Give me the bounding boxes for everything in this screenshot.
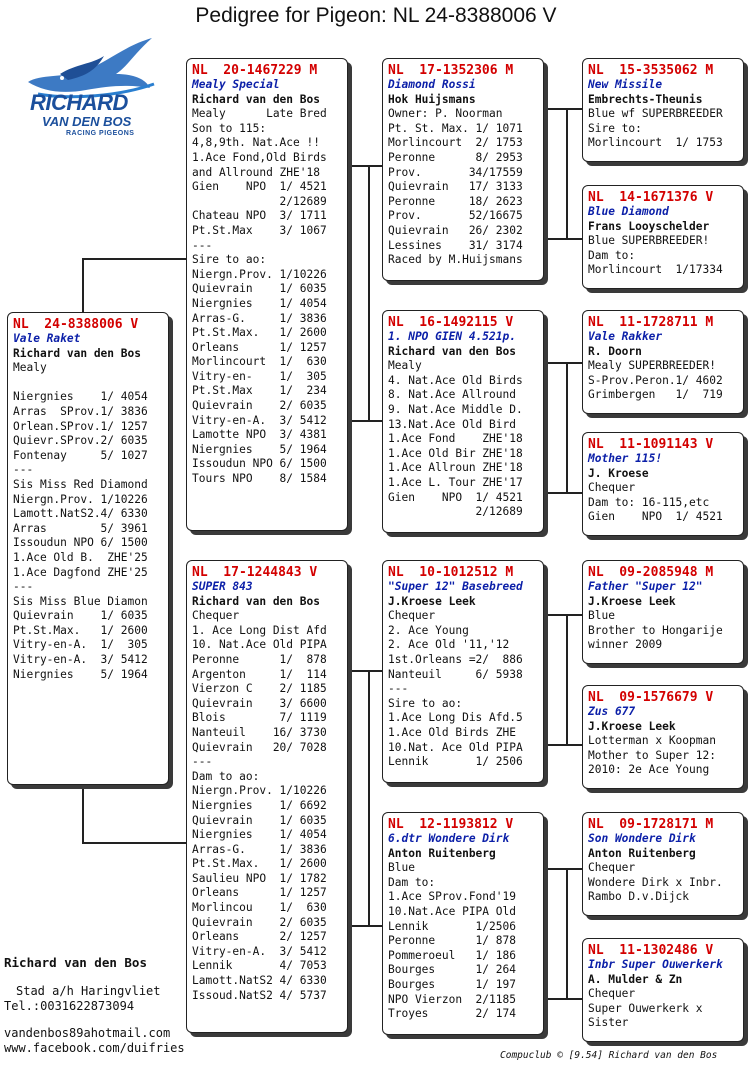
result-line: 9. Nat.Ace Middle D.	[388, 402, 523, 416]
result-line: Niergnies 1/ 4054	[13, 390, 148, 404]
result-line: Sire to ao:	[192, 253, 267, 267]
result-line: Pt.St.Max 3/ 1067	[192, 223, 327, 237]
result-line: Morlincourt 1/17334	[588, 263, 723, 277]
result-line: Dam to ao:	[192, 769, 260, 783]
result-line: Blue wf SUPERBREEDER	[588, 107, 723, 121]
result-line: Gien NPO 1/ 4521	[388, 490, 523, 504]
result-line: Chateau NPO 3/ 1711	[192, 209, 327, 223]
result-line: Peronne 8/ 2953	[388, 150, 523, 164]
result-line: Blue	[588, 609, 615, 623]
result-line: 1.Ace Fond,Old Birds	[192, 150, 327, 164]
result-line: 2. Ace Young	[388, 623, 469, 637]
result-line: Arras-G. 1/ 3836	[192, 842, 327, 856]
result-line: Prov. 34/17559	[388, 165, 523, 179]
result-line: Morlincou 1/ 630	[192, 901, 327, 915]
pigeon-name: SUPER 843	[192, 580, 253, 593]
ring-number: NL 11-1091143 V	[588, 437, 714, 452]
result-line: Tours NPO 8/ 1584	[192, 472, 327, 486]
connector-r4b	[548, 998, 582, 1000]
pigeon-name: Vale Raket	[13, 332, 81, 345]
result-line: Sis Miss Blue Diamon	[13, 594, 148, 608]
result-line: Dam to:	[588, 248, 636, 262]
pigeon-card-sire-dam-sire	[582, 310, 744, 414]
result-line: S-Prov.Peron.1/ 4602	[588, 373, 723, 387]
result-line: Arras SProv.1/ 3836	[13, 404, 148, 418]
result-line: ---	[13, 580, 34, 594]
result-line: Quievr.SProv.2/ 6035	[13, 434, 148, 448]
result-line: Quievrain 1/ 6035	[192, 813, 327, 827]
result-line: Vitry-en-A. 3/ 5412	[13, 653, 148, 667]
result-line: 13.Nat.Ace Old Bird	[388, 417, 516, 431]
result-line: ---	[13, 463, 34, 477]
result-line: 10.Nat.Ace PIPA Old	[388, 904, 516, 918]
connector-r3a	[548, 614, 582, 616]
pigeon-name: Vale Rakker	[588, 330, 663, 343]
breeder-address: Stad a/h Haringvliet	[16, 984, 161, 998]
result-line: Sister	[588, 1016, 629, 1030]
result-line: Grimbergen 1/ 719	[588, 388, 723, 402]
result-line: Arras 5/ 3961	[13, 521, 148, 535]
result-line: Super Ouwerkerk x	[588, 1001, 703, 1015]
result-line: 10. Nat.Ace Old PIPA	[192, 638, 327, 652]
pigeon-name: 1. NPO GIEN 4.521p.	[388, 330, 516, 343]
result-line: Quievrain 2/ 6035	[192, 399, 327, 413]
result-line: Quievrain 20/ 7028	[192, 740, 327, 754]
owner-name: Frans Looyschelder	[588, 219, 710, 233]
result-line: Vitry-en- 1/ 305	[192, 369, 327, 383]
result-line: 8. Nat.Ace Allround	[388, 388, 516, 402]
breeder-phone: Tel.:0031622873094	[4, 999, 135, 1013]
pigeon-name: Mealy Special	[192, 78, 280, 91]
result-line: Peronne 1/ 878	[388, 934, 516, 948]
result-line: Pt.St.Max. 1/ 2600	[192, 857, 327, 871]
result-line: Prov. 52/16675	[388, 209, 523, 223]
owner-name: J.Kroese Leek	[388, 594, 476, 608]
result-line: Lamotte NPO 3/ 4381	[192, 428, 327, 442]
result-line: Arras-G. 1/ 3836	[192, 311, 327, 325]
result-line: Lennik 1/2506	[388, 919, 516, 933]
pigeon-card-dam-dam-dam	[582, 938, 744, 1042]
pigeon-card-sire	[186, 58, 348, 531]
connector-sire-v	[368, 165, 370, 420]
pigeon-card-dam-dam	[382, 812, 544, 1035]
ring-number: NL 12-1193812 V	[388, 817, 514, 832]
ring-number: NL 09-2085948 M	[588, 565, 714, 580]
connector-r1b	[548, 238, 582, 240]
connector-sire-ss	[352, 165, 384, 167]
pigeon-name: Blue Diamond	[588, 205, 669, 218]
result-line: Niergnies 1/ 4054	[192, 296, 327, 310]
result-line: Bourges 1/ 264	[388, 963, 516, 977]
software-credit: Compuclub © [9.54] Richard van den Bos	[500, 1050, 718, 1061]
ring-number: NL 09-1576679 V	[588, 690, 714, 705]
result-line: Pt.St.Max. 1/ 2600	[13, 623, 148, 637]
connector-r2-v	[566, 362, 568, 492]
result-line: Mealy SUPERBREEDER!	[588, 359, 716, 373]
result-line: Saulieu NPO 1/ 1782	[192, 871, 327, 885]
result-line: Vitry-en-A. 1/ 305	[13, 638, 148, 652]
connector-sire-sd	[352, 420, 384, 422]
result-line: Issoud.NatS2 4/ 5737	[192, 988, 327, 1002]
result-line: Mealy	[388, 359, 422, 373]
result-line: 2. Ace Old '11,'12	[388, 638, 510, 652]
ring-number: NL 14-1671376 V	[588, 190, 714, 205]
result-line: Niergnies 5/ 1964	[192, 442, 327, 456]
result-line: Pt.St.Max. 1/ 2600	[192, 326, 327, 340]
ring-number: NL 10-1012512 M	[388, 565, 514, 580]
result-line: Vitry-en-A. 3/ 5412	[192, 413, 327, 427]
result-line: NPO Vierzon 2/1185	[388, 992, 516, 1006]
result-line: Orleans 1/ 1257	[192, 340, 327, 354]
result-line: Orlean.SProv.1/ 1257	[13, 419, 148, 433]
result-line: winner 2009	[588, 638, 663, 652]
connector-r4-v	[566, 868, 568, 998]
pigeon-card-sire-sire	[382, 58, 544, 281]
ring-number: NL 17-1244843 V	[192, 565, 318, 580]
result-line: Nanteuil 6/ 5938	[388, 667, 523, 681]
result-line: Vitry-en-A. 3/ 5412	[192, 944, 327, 958]
pigeon-card-dam-dam-sire	[582, 812, 744, 916]
result-line: Vierzon C 2/ 1185	[192, 682, 327, 696]
result-line: Quievrain 26/ 2302	[388, 223, 523, 237]
breeder-website[interactable]: www.facebook.com/duifries	[4, 1041, 185, 1055]
connector-main-v2	[82, 784, 84, 842]
result-line: Morlincourt 1/ 1753	[588, 136, 723, 150]
owner-name: J. Kroese	[588, 466, 649, 480]
result-line: Chequer	[588, 861, 636, 875]
result-line: 1.Ace Dagfond ZHE'25	[13, 565, 148, 579]
result-line: Blue SUPERBREEDER!	[588, 234, 710, 248]
result-line: 4. Nat.Ace Old Birds	[388, 373, 523, 387]
result-line: Dam to:	[388, 875, 436, 889]
owner-name: A. Mulder & Zn	[588, 972, 683, 986]
result-line: Nanteuil 16/ 3730	[192, 725, 327, 739]
pigeon-name: Son Wondere Dirk	[588, 832, 696, 845]
ring-number: NL 15-3535062 M	[588, 63, 714, 78]
result-line: Gien NPO 1/ 4521	[588, 510, 723, 524]
result-line: ---	[388, 682, 409, 696]
result-line: Pommeroeul 1/ 186	[388, 948, 516, 962]
ring-number: NL 24-8388006 V	[13, 317, 139, 332]
club-logo	[20, 34, 160, 144]
pigeon-name: New Missile	[588, 78, 663, 91]
result-line: Lennik 4/ 7053	[192, 959, 327, 973]
result-line: Lamott.NatS2.4/ 6330	[13, 507, 148, 521]
result-line: 1. Ace Long Dist Afd	[192, 623, 327, 637]
result-line: Lessines 31/ 3174	[388, 238, 523, 252]
owner-name: Richard van den Bos	[13, 346, 141, 360]
result-line: Sire to ao:	[388, 696, 463, 710]
owner-name: Embrechts-Theunis	[588, 92, 703, 106]
result-line: Sire to:	[588, 121, 642, 135]
connector-main-sire	[82, 258, 188, 260]
connector-r3-v	[566, 614, 568, 744]
connector-r3b	[548, 744, 582, 746]
result-line: Orleans 1/ 1257	[192, 886, 327, 900]
result-line: 1.Ace Old Bir ZHE'18	[388, 446, 523, 460]
result-line: Owner: P. Noorman	[388, 107, 503, 121]
owner-name: R. Doorn	[588, 344, 642, 358]
result-line: Quievrain 1/ 6035	[13, 609, 148, 623]
result-line: Mealy	[13, 361, 47, 375]
pigeon-name: 6.dtr Wondere Dirk	[388, 832, 510, 845]
owner-name: Richard van den Bos	[192, 594, 320, 608]
pigeon-name: Inbr Super Ouwerkerk	[588, 958, 723, 971]
result-line: 1.Ace Fond ZHE'18	[388, 432, 523, 446]
result-line: Chequer	[192, 609, 240, 623]
result-line: Gien NPO 1/ 4521	[192, 180, 327, 194]
owner-name: J.Kroese Leek	[588, 719, 676, 733]
connector-dam-dd	[352, 925, 384, 927]
result-line: Brother to Hongarije	[588, 623, 723, 637]
pigeon-name: "Super 12" Basebreed	[388, 580, 523, 593]
result-line: ---	[192, 755, 213, 769]
result-line: Niergn.Prov. 1/10226	[13, 492, 148, 506]
result-line	[13, 376, 163, 391]
result-line: Dam to: 16-115,etc	[588, 495, 710, 509]
result-line: 1st.Orleans =2/ 886	[388, 652, 523, 666]
ring-number: NL 20-1467229 M	[192, 63, 318, 78]
connector-r4a	[548, 868, 582, 870]
result-line: Blois 7/ 1119	[192, 711, 327, 725]
result-line: Wondere Dirk x Inbr.	[588, 875, 723, 889]
result-line: 1.Ace Old B. ZHE'25	[13, 550, 148, 564]
result-line: 1.Ace Allroun ZHE'18	[388, 461, 523, 475]
pigeon-card-dam	[186, 560, 348, 1033]
result-line: Issoudun NPO 6/ 1500	[192, 457, 327, 471]
result-line: Blue	[388, 861, 415, 875]
result-line: 4,8,9th. Nat.Ace !!	[192, 136, 320, 150]
logo-text-bottom: RACING PIGEONS	[66, 130, 135, 137]
result-line: Niergn.Prov. 1/10226	[192, 267, 327, 281]
owner-name: Anton Ruitenberg	[388, 846, 496, 860]
connector-r1a	[548, 108, 582, 110]
pigeon-card-dam-sire-dam	[582, 685, 744, 789]
pigeon-card-main	[7, 312, 169, 785]
ring-number: NL 11-1302486 V	[588, 943, 714, 958]
logo-text-mid: VAN DEN BOS	[42, 114, 132, 129]
owner-name: Anton Ruitenberg	[588, 846, 696, 860]
pigeon-card-sire-dam	[382, 310, 544, 533]
connector-main-v	[82, 258, 84, 316]
result-line: 2/12689	[192, 194, 327, 208]
pigeon-card-sire-sire-dam	[582, 185, 744, 289]
result-line: Chequer	[388, 609, 436, 623]
ring-number: NL 11-1728711 M	[588, 315, 714, 330]
result-line: Quievrain 17/ 3133	[388, 180, 523, 194]
pigeon-card-sire-dam-dam	[582, 432, 744, 536]
result-line: Niergn.Prov. 1/10226	[192, 784, 327, 798]
result-line: Argenton 1/ 114	[192, 667, 327, 681]
result-line: Raced by M.Huijsmans	[388, 253, 523, 267]
result-line: and Allround ZHE'18	[192, 165, 320, 179]
connector-r1-v	[566, 108, 568, 238]
result-line: Peronne 18/ 2623	[388, 194, 523, 208]
pigeon-name: Mother 115!	[588, 452, 663, 465]
connector-r2a	[548, 362, 582, 364]
result-line: Niergnies 5/ 1964	[13, 667, 148, 681]
connector-r2b	[548, 492, 582, 494]
connector-dam-ds	[352, 670, 384, 672]
result-line: Niergnies 1/ 4054	[192, 828, 327, 842]
result-line: Chequer	[588, 987, 636, 1001]
result-line: Sis Miss Red Diamond	[13, 477, 148, 491]
result-line: ---	[192, 238, 213, 252]
result-line: 1.Ace L. Tour ZHE'17	[388, 475, 523, 489]
result-line: Issoudun NPO 6/ 1500	[13, 536, 148, 550]
result-line: Troyes 2/ 174	[388, 1007, 516, 1021]
result-line: Quievrain 3/ 6600	[192, 696, 327, 710]
breeder-contact	[4, 955, 185, 1056]
result-line: Pt.St.Max 1/ 234	[192, 384, 327, 398]
result-line: Pt. St. Max. 1/ 1071	[388, 121, 523, 135]
result-line: Lamott.NatS2 4/ 6330	[192, 974, 327, 988]
breeder-name: Richard van den Bos	[4, 955, 147, 970]
result-line: Mother to Super 12:	[588, 748, 716, 762]
pigeon-card-sire-sire-sire	[582, 58, 744, 162]
result-line: Chequer	[588, 481, 636, 495]
result-line: Morlincourt 2/ 1753	[388, 136, 523, 150]
result-line: Lotterman x Koopman	[588, 734, 716, 748]
result-line: Rambo D.v.Dijck	[588, 890, 690, 904]
result-line: 1.Ace Long Dis Afd.5	[388, 711, 523, 725]
ring-number: NL 16-1492115 V	[388, 315, 514, 330]
result-line: Orleans 2/ 1257	[192, 930, 327, 944]
connector-main-dam	[82, 842, 188, 844]
owner-name: Richard van den Bos	[388, 344, 516, 358]
result-line: Fontenay 5/ 1027	[13, 448, 148, 462]
result-line: 2010: 2e Ace Young	[588, 763, 710, 777]
result-line: Quievrain 2/ 6035	[192, 915, 327, 929]
result-line: Morlincourt 1/ 630	[192, 355, 327, 369]
result-line: Bourges 1/ 197	[388, 977, 516, 991]
owner-name: Hok Huijsmans	[388, 92, 476, 106]
pigeon-name: Zus 677	[588, 705, 636, 718]
result-line: 10.Nat. Ace Old PIPA	[388, 740, 523, 754]
pigeon-name: Father "Super 12"	[588, 580, 703, 593]
connector-dam-v	[368, 670, 370, 925]
owner-name: J.Kroese Leek	[588, 594, 676, 608]
ring-number: NL 17-1352306 M	[388, 63, 514, 78]
ring-number: NL 09-1728171 M	[588, 817, 714, 832]
result-line: Mealy Late Bred	[192, 107, 327, 121]
pigeon-card-dam-sire	[382, 560, 544, 783]
result-line: Quievrain 1/ 6035	[192, 282, 327, 296]
page-title: Pedigree for Pigeon: NL 24-8388006 V	[195, 4, 557, 27]
pigeon-card-dam-sire-sire	[582, 560, 744, 664]
breeder-email[interactable]: vandenbos89ahotmail.com	[4, 1026, 171, 1040]
result-line: Niergnies 1/ 6692	[192, 798, 327, 812]
result-line: 1.Ace SProv.Fond'19	[388, 890, 516, 904]
owner-name: Richard van den Bos	[192, 92, 320, 106]
result-line: 1.Ace Old Birds ZHE	[388, 725, 516, 739]
result-line: Son to 115:	[192, 121, 267, 135]
result-line: Peronne 1/ 878	[192, 652, 327, 666]
logo-text-top: RICHARD	[30, 90, 128, 115]
result-line: 2/12689	[388, 505, 523, 519]
result-line: Lennik 1/ 2506	[388, 755, 523, 769]
pigeon-name: Diamond Rossi	[388, 78, 476, 91]
